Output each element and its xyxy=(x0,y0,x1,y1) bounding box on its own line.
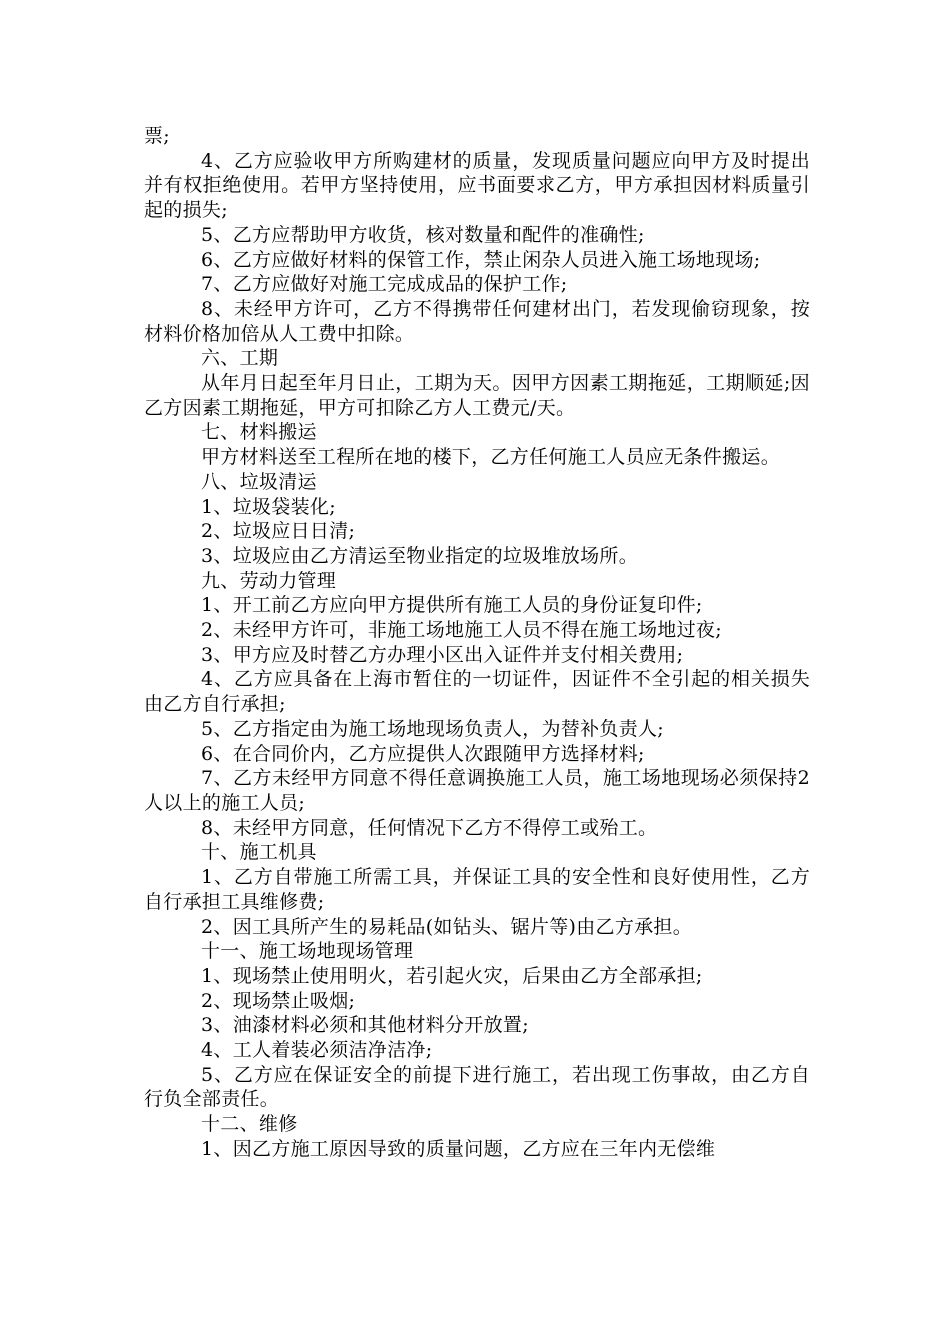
paragraph: 3、垃圾应由乙方清运至物业指定的垃圾堆放场所。 xyxy=(201,544,638,567)
paragraph: 从年月日起至年月日止，工期为天。因甲方因素工期拖延，工期顺延;因乙方因素工期拖延，甲方可扣除乙方人工费元/天。 xyxy=(144,372,810,419)
paragraph: 6、乙方应做好材料的保管工作，禁止闲杂人员进入施工场地现场; xyxy=(201,248,761,271)
paragraph: 甲方材料送至工程所在地的楼下，乙方任何施工人员应无条件搬运。 xyxy=(201,446,781,469)
paragraph: 1、开工前乙方应向甲方提供所有施工人员的身份证复印件; xyxy=(201,594,703,617)
section-heading: 十一、施工场地现场管理 xyxy=(201,940,414,963)
paragraph: 2、现场禁止吸烟; xyxy=(201,989,356,1012)
paragraph: 2、因工具所产生的易耗品(如钻头、锯片等)由乙方承担。 xyxy=(201,915,693,938)
paragraph: 3、甲方应及时替乙方办理小区出入证件并支付相关费用; xyxy=(201,643,684,666)
paragraph: 7、乙方未经甲方同意不得任意调换施工人员，施工场地现场必须保持2人以上的施工人员; xyxy=(144,767,810,814)
section-heading: 八、垃圾清运 xyxy=(201,470,317,493)
paragraph: 1、垃圾袋装化; xyxy=(201,495,336,518)
paragraph: 5、乙方指定由为施工场地现场负责人，为替补负责人; xyxy=(201,717,664,740)
paragraph: 6、在合同价内，乙方应提供人次跟随甲方选择材料; xyxy=(201,742,645,765)
paragraph: 票; xyxy=(144,125,171,147)
paragraph: 2、未经甲方许可，非施工场地施工人员不得在施工场地过夜; xyxy=(201,619,722,642)
paragraph: 8、未经甲方同意，任何情况下乙方不得停工或殆工。 xyxy=(201,816,658,839)
section-heading: 六、工期 xyxy=(201,347,279,370)
paragraph: 1、现场禁止使用明火，若引起火灾，后果由乙方全部承担; xyxy=(201,964,703,987)
document-body xyxy=(144,124,810,1162)
paragraph: 4、乙方应具备在上海市暂住的一切证件，因证件不全引起的相关损失由乙方自行承担; xyxy=(144,668,810,716)
paragraph: 7、乙方应做好对施工完成成品的保护工作; xyxy=(201,273,568,296)
section-heading: 十二、维修 xyxy=(201,1113,298,1136)
paragraph: 5、乙方应在保证安全的前提下进行施工，若出现工伤事故，由乙方自行负全部责任。 xyxy=(144,1063,810,1111)
paragraph: 4、工人着装必须洁净洁净; xyxy=(201,1039,433,1062)
section-heading: 九、劳动力管理 xyxy=(201,569,337,592)
section-heading: 十、施工机具 xyxy=(201,841,317,864)
section-heading: 七、材料搬运 xyxy=(201,421,317,444)
paragraph: 4、乙方应验收甲方所购建材的质量，发现质量问题应向甲方及时提出并有权拒绝使用。若甲方坚持使用，应书面要求乙方，甲方承担因材料质量引起的损失; xyxy=(144,149,810,222)
paragraph: 1、因乙方施工原因导致的质量问题，乙方应在三年内无偿维 xyxy=(201,1137,716,1160)
paragraph: 8、未经甲方许可，乙方不得携带任何建材出门，若发现偷窃现象，按材料价格加倍从人工费中扣除。 xyxy=(144,297,810,345)
paragraph: 5、乙方应帮助甲方收货，核对数量和配件的准确性; xyxy=(201,223,645,246)
paragraph: 2、垃圾应日日清; xyxy=(201,520,356,543)
paragraph: 3、油漆材料必须和其他材料分开放置; xyxy=(201,1014,529,1037)
paragraph: 1、乙方自带施工所需工具，并保证工具的安全性和良好使用性，乙方自行承担工具维修费; xyxy=(144,866,810,913)
